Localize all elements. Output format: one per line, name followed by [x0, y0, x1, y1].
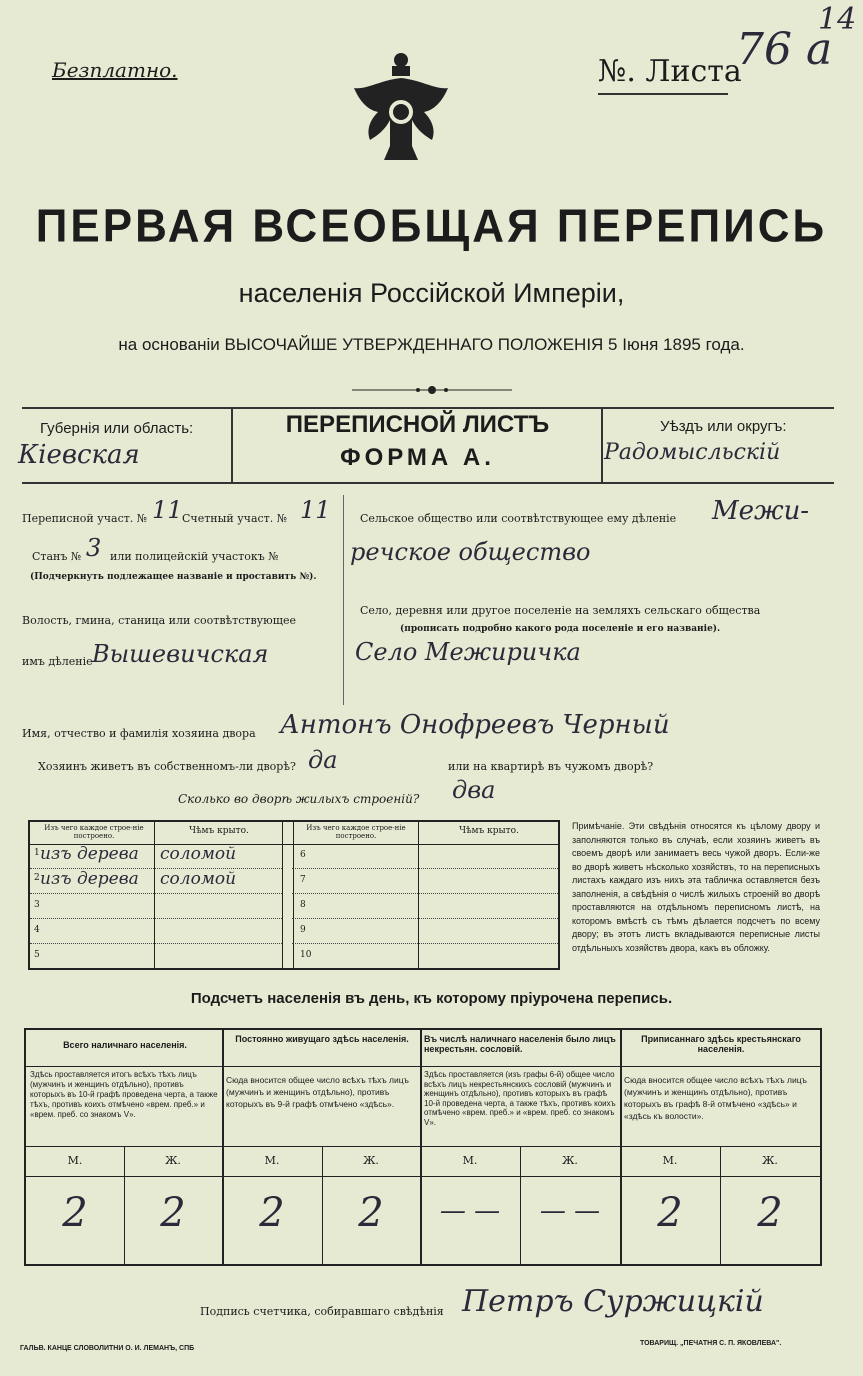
rent-label: или на квартирѣ въ чужомъ дворѣ?	[448, 760, 654, 773]
nonpeasant-f-value: — —	[539, 1196, 601, 1226]
page-title: ПЕРВАЯ ВСЕОБЩАЯ ПЕРЕПИСЬ	[35, 200, 828, 253]
sheet-number-line	[598, 93, 728, 95]
m-label: М.	[462, 1154, 478, 1167]
table-row: 1 изъ дерева соломой	[30, 844, 282, 869]
volost-label-2: имъ дѣленіе	[22, 655, 93, 668]
f-label: Ж.	[762, 1154, 778, 1167]
district-label: Уѣздъ или округъ:	[660, 418, 787, 435]
table-row: 6	[292, 844, 558, 869]
permanent-f-value: 2	[358, 1190, 384, 1236]
table-row: 8	[292, 894, 558, 919]
count-col-permanent-header: Постоянно живущаго здѣсь населенія.	[235, 1034, 409, 1044]
m-label: М.	[264, 1154, 280, 1167]
signature-label: Подпись счетчика, собиравшаго свѣдѣнія	[200, 1305, 444, 1318]
printer-right: ТОВАРИЩ. „ПЕЧАТНЯ С. П. ЯКОВЛЕВА".	[640, 1340, 782, 1347]
peasant-f-value: 2	[757, 1190, 783, 1236]
village-label: Село, деревня или другое поселеніе на земляхъ сельскаго общества	[360, 604, 761, 617]
form-title: ПЕРЕПИСНОЙ ЛИСТЪ	[285, 411, 550, 438]
owner-name-value: Антонъ Онофреевъ Черный	[280, 710, 670, 740]
band-divider-left	[231, 407, 233, 484]
corner-number: 14	[818, 2, 857, 37]
buildings-count-label: Сколько во дворѣ жилыхъ строеній?	[178, 792, 420, 806]
buildings-count-value: два	[452, 776, 496, 804]
table-row: 3	[30, 894, 282, 919]
total-f-value: 2	[160, 1190, 186, 1236]
count-title: Подсчетъ населенія въ день, къ которому пріурочена перепись.	[190, 990, 673, 1007]
total-m-value: 2	[62, 1190, 88, 1236]
volost-label: Волость, гмина, станица или соотвѣтствующее	[22, 614, 296, 627]
page-basis: на основаніи ВЫСОЧАЙШЕ УТВЕРЖДЕННАГО ПОЛОЖЕНІЯ 5 Іюня 1895 года.	[118, 335, 745, 354]
peasant-m-value: 2	[657, 1190, 683, 1236]
table-row: 5	[34, 950, 40, 960]
counting-area-label: Счетный участ. №	[182, 512, 288, 525]
table-row: 7	[292, 869, 558, 894]
census-area-label: Переписной участ. №	[22, 512, 148, 525]
imperial-eagle-emblem	[346, 50, 456, 168]
volost-value: Вышевичская	[92, 640, 269, 668]
col-material-header-2: Изъ чего каждое строе-ніе построено.	[306, 824, 406, 840]
table-row: 9	[292, 919, 558, 944]
owner-name-label: Имя, отчество и фамилія хозяина двора	[22, 727, 256, 740]
buildings-table	[28, 820, 560, 970]
table-row: 2 изъ дерева соломой	[30, 869, 282, 894]
form-subtitle: ФОРМА А.	[340, 444, 495, 471]
m-label: М.	[662, 1154, 678, 1167]
sheet-number-value: 76 а	[736, 24, 833, 75]
count-col-total-desc: Здѣсь проставляется итогъ всѣхъ тѣхъ лицъ (мужчинъ и женщинъ отдѣльно), противъ которыхъ въ 10-й графѣ проведена черта, а также тѣхъ, противъ коихъ отмѣчено «врем. преб.» и «врем. преб. со знакомъ V».	[30, 1070, 218, 1119]
nonpeasant-m-value: — —	[439, 1196, 501, 1226]
count-col-nonpeasant-desc: Здѣсь проставляется (изъ графы 6-й) общее число всѣхъ лицъ некрестьянскихъ сословій (мужчинъ и женщинъ отдѣльно), противъ которыхъ въ графѣ 10-й проведена черта, а также тѣхъ, противъ коихъ отмѣчено «врем. преб.» и «врем. преб. со знакомъ V».	[424, 1070, 616, 1127]
f-label: Ж.	[562, 1154, 578, 1167]
district-value: Радомысльскій	[604, 440, 781, 465]
stan-value: 3	[86, 534, 102, 562]
police-label: или полицейскій участокъ №	[110, 550, 279, 563]
own-yard-label: Хозяинъ живетъ въ собственномъ-ли дворѣ?	[38, 760, 296, 773]
f-label: Ж.	[363, 1154, 379, 1167]
table-row: 10	[300, 950, 312, 960]
buildings-note: Примѣчаніе. Эти свѣдѣнія относятся къ цѣлому двору и заполняются только въ случаѣ, если хозяинъ живетъ въ своемъ дворѣ или занимаетъ весь чужой дворъ. Если-же во дворѣ живетъ нѣсколько хозяйствъ, то на переписныхъ листахъ каждаго изъ нихъ эта табличка оставляется безъ заполненія, а свѣдѣнія о числѣ жилыхъ строеній во дворѣ проставляются на отдѣльномъ переписномъ листѣ, на которомъ вмѣстѣ съ тѣмъ дѣлается подсчетъ по всему двору; въ этотъ листъ вкладываются переписные листы отдѣльныхъ хозяйствъ двора, какъ въ обложку.	[572, 821, 820, 953]
village-note: (прописать подробно какого рода поселеніе и его названіе).	[400, 624, 721, 634]
ornament-divider	[352, 380, 512, 390]
col-roof-header-2: Чѣмъ крыто.	[459, 826, 519, 836]
province-value: Кіевская	[18, 440, 140, 470]
band-bottom-rule	[22, 482, 834, 484]
society-label: Сельское общество или соотвѣтствующее ему дѣленіе	[360, 512, 677, 525]
col-material-header: Изъ чего каждое строе-ніе построено.	[44, 824, 144, 840]
signature-value: Петръ Суржицкій	[462, 1284, 764, 1319]
rows-right	[292, 844, 558, 968]
count-col-total-header: Всего наличнаго населенія.	[63, 1040, 187, 1050]
m-label: М.	[67, 1154, 83, 1167]
population-count-table	[24, 1028, 822, 1266]
f-label: Ж.	[165, 1154, 181, 1167]
column-divider	[343, 495, 344, 705]
rows-left	[30, 844, 282, 968]
count-col-nonpeasant-header: Въ числѣ наличнаго населенія было лицъ некрестьян. сословій.	[424, 1034, 616, 1054]
society-value: Межи-	[712, 496, 810, 526]
printer-left: ГАЛЬВ. КАНЦЕ СЛОВОЛИТНИ О. И. ЛЕМАНЪ, СПБ	[20, 1345, 195, 1352]
own-yard-value: да	[308, 746, 338, 774]
col-roof-header: Чѣмъ крыто.	[189, 826, 249, 836]
table-row: 4	[30, 919, 282, 944]
count-col-permanent-desc: Сюда вносится общее число всѣхъ тѣхъ лицъ (мужчинъ и женщинъ отдѣльно), противъ которыхъ въ 9-й графѣ отмѣчено «здѣсь».	[226, 1075, 409, 1109]
sheet-number-label: №. Листа	[598, 54, 742, 89]
stan-note: (Подчеркнуть подлежащее названіе и проставить №).	[30, 572, 317, 582]
band-divider-right	[601, 407, 603, 484]
province-label: Губернія или область:	[40, 420, 194, 437]
count-col-peasant-desc: Сюда вносится общее число всѣхъ тѣхъ лицъ (мужчинъ и женщинъ отдѣльно), противъ которыхъ въ графѣ 8-й отмѣчено «здѣсь» и «здѣсь къ волости».	[624, 1075, 807, 1121]
society-value-2: речское общество	[350, 538, 591, 566]
page-subtitle: населенія Россійской Имперіи,	[238, 278, 625, 308]
village-value: Село Межиричка	[355, 638, 581, 666]
permanent-m-value: 2	[259, 1190, 285, 1236]
census-area-value: 11	[152, 496, 183, 524]
count-col-peasant-header: Приписаннаго здѣсь крестьянскаго населенія.	[641, 1034, 801, 1054]
counting-area-value: 11	[300, 496, 331, 524]
stan-label: Станъ №	[32, 550, 82, 563]
band-top-rule	[22, 407, 834, 409]
free-label: Безплатно.	[52, 58, 178, 82]
